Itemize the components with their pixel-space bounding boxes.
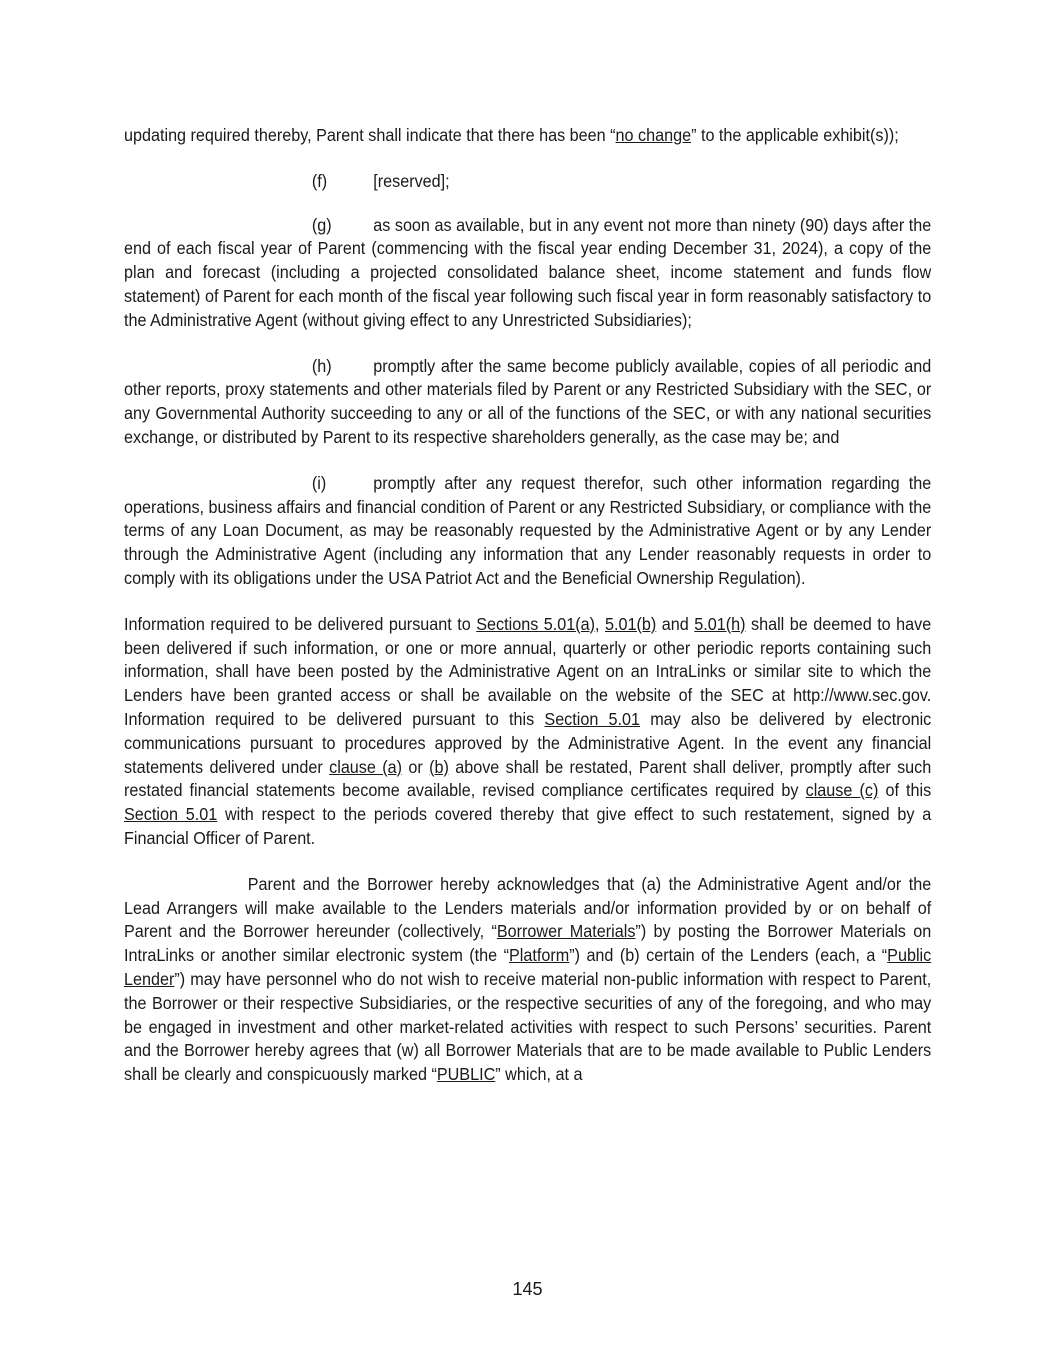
clause-reference: clause (a) — [329, 756, 403, 777]
clause-g — [124, 214, 931, 333]
defined-term: no change — [615, 125, 692, 145]
section-reference: 5.01(h) — [694, 613, 746, 634]
section-reference: Section 5.01 — [544, 708, 641, 729]
clause-reference: (b) — [429, 756, 449, 777]
clause-text: promptly after the same become publicly available, copies of all periodic and other reports, proxy statements and other materials filed by Parent or any Restricted Subsidiary with the SEC, or any Governmental Authority succeeding to any or all of the functions of the SEC, or with any national securities exchange, or distributed by Parent to its respective shareholders generally, as the case may be; and — [124, 355, 932, 447]
clause-reference: clause (c) — [805, 780, 879, 801]
paragraph-borrower-materials: Parent and the Borrower hereby acknowledges that (a) the Administrative Agent and/or the Lead Arrangers will make available to the Lenders materials and/or information provided by or on behalf of Parent and the Borrower hereunder (collectively, “Borrower Materials”) by posting the Borrower Materials on IntraLinks or another similar electronic system (the “Platform”) and (b) certain of the Lenders (each, a “Public Lender”) may have personnel who do not wish to receive material non-public information with respect to Parent, the Borrower or their respective Subsidiaries, or the respective securities of any of the foregoing, and who may be engaged in investment and other market-related activities with respect to such Persons’ securities. Parent and the Borrower hereby agrees that (w) all Borrower Materials that are to be made available to Public Lenders shall be clearly and conspicuously marked “PUBLIC” which, at a — [124, 873, 932, 1085]
section-reference: 5.01(b) — [605, 613, 657, 634]
clause-label: (g) — [311, 214, 332, 235]
clause-label: (f) — [311, 170, 328, 191]
paragraph-continuation: updating required thereby, Parent shall indicate that there has been “no change” to the applicable exhibit(s)); — [124, 125, 899, 145]
clause-label: (h) — [311, 355, 332, 376]
clause-text: [reserved]; — [373, 170, 450, 191]
section-reference: Sections 5.01(a) — [476, 613, 596, 634]
document-page — [124, 124, 931, 1087]
clause-text: as soon as available, but in any event not more than ninety (90) days after the end of each fiscal year of Parent (commencing with the fiscal year ending December 31, 2024), a copy of the plan and forecast (including a projected consolidated balance sheet, income statement and funds flow statement) of Parent for each month of the fiscal year following such fiscal year in form reasonably satisfactory to the Administrative Agent (without giving effect to any Unrestricted Subsidiaries); — [124, 214, 932, 330]
paragraph-information-delivery: Information required to be delivered pursuant to Sections 5.01(a), 5.01(b) and 5.01(h) shall be deemed to have been delivered if such information, or one or more annual, quarterly or other periodic reports containing such information, shall have been posted by the Administrative Agent on an IntraLinks or similar site to which the Lenders have been granted access or shall be available on the website of the SEC at http://www.sec.gov. Information required to be delivered pursuant to this Section 5.01 may also be delivered by electronic communications pursuant to procedures approved by the Administrative Agent. In the event any financial statements delivered under clause (a) or (b) above shall be restated, Parent shall deliver, promptly after such restated financial statements become available, revised compliance certificates required by clause (c) of this Section 5.01 with respect to the periods covered thereby that give effect to such restatement, signed by a Financial Officer of Parent. — [124, 613, 932, 848]
page-number: 145 — [512, 1279, 543, 1299]
clause-f — [124, 170, 931, 194]
section-reference: Section 5.01 — [124, 804, 218, 825]
defined-term: Borrower Materials — [496, 921, 636, 942]
clause-h — [124, 355, 931, 450]
defined-term: PUBLIC — [436, 1064, 496, 1085]
clause-text: promptly after any request therefor, such other information regarding the operations, business affairs and financial condition of Parent or any Restricted Subsidiary, or compliance with the terms of any Loan Document, as may be reasonably requested by the Administrative Agent or by any Lender through the Administrative Agent (including any information that any Lender reasonably requests in order to comply with its obligations under the USA Patriot Act and the Beneficial Ownership Regulation). — [124, 472, 932, 588]
clause-label: (i) — [311, 472, 327, 493]
defined-term: Public Lender — [124, 945, 932, 989]
defined-term: Platform — [508, 945, 570, 966]
clause-i — [124, 472, 931, 591]
